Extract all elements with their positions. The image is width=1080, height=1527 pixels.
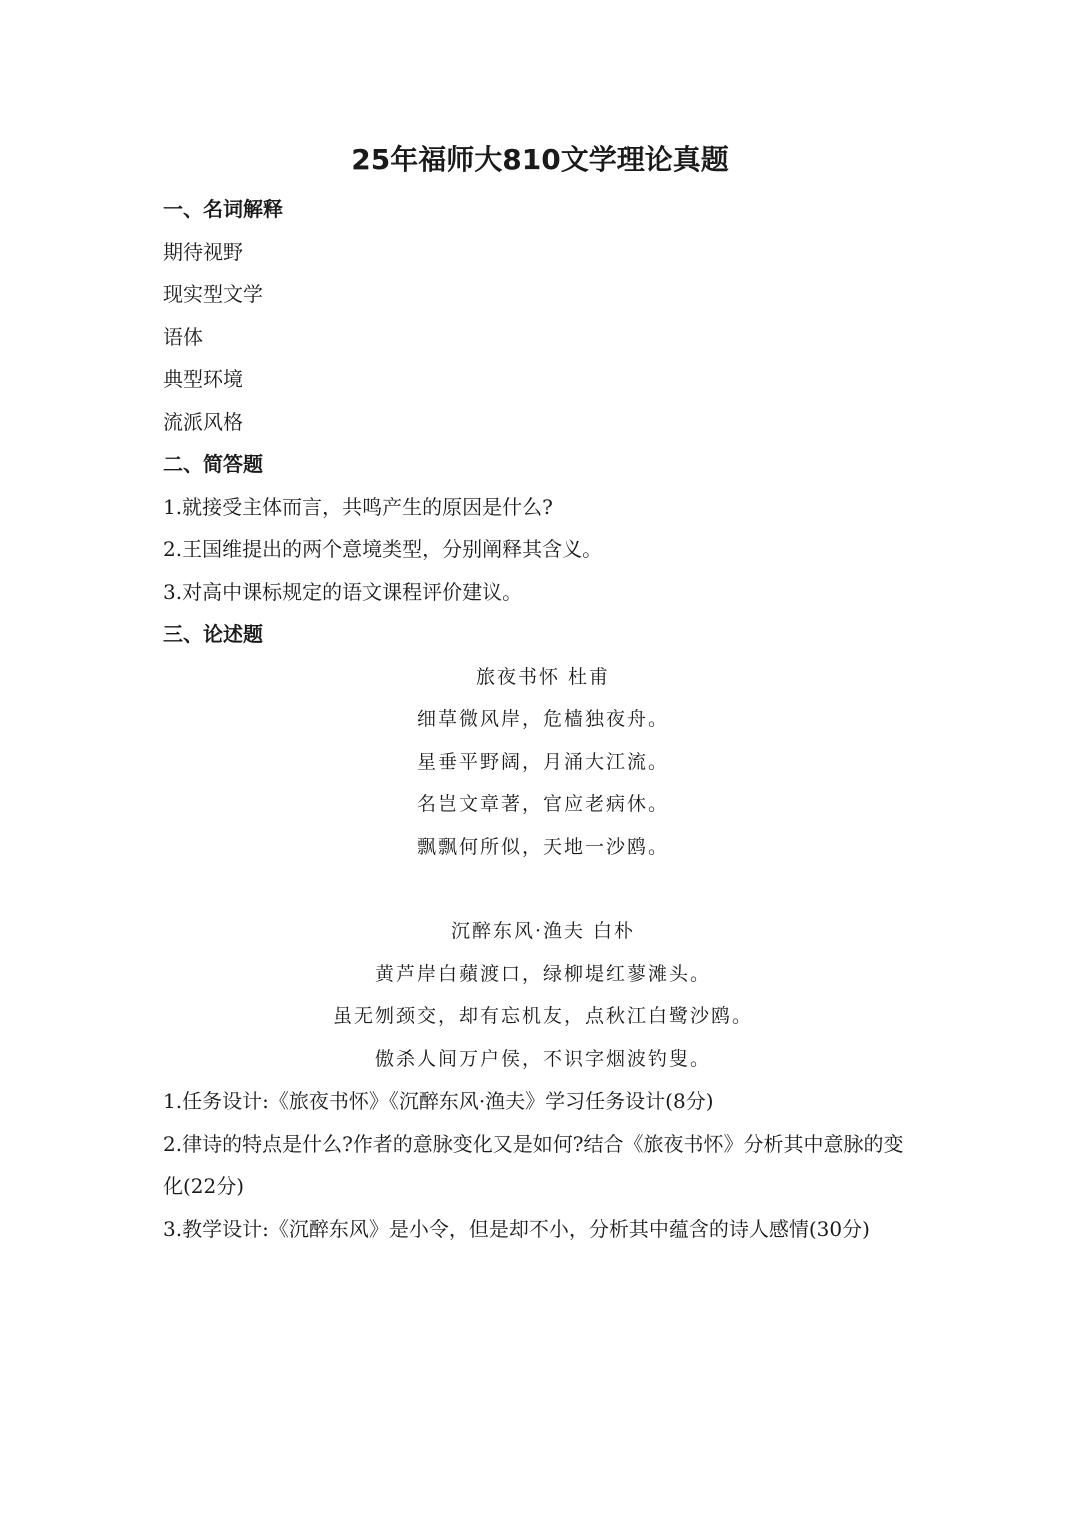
term-item: 期待视野	[163, 239, 243, 264]
poem-lvye-shuhuai	[163, 656, 923, 869]
term-item: 现实型文学	[163, 282, 263, 306]
poem-line: 细草微风岸，危樯独夜舟。	[416, 708, 669, 730]
term-item: 语体	[163, 324, 203, 349]
document-body	[163, 188, 923, 1250]
essay-question: 3.教学设计:《沉醉东风》是小令，但是却不小，分析其中蕴含的诗人感情(30分)	[163, 1216, 870, 1241]
short-answer-question: 1.就接受主体而言，共鸣产生的原因是什么?	[163, 494, 553, 519]
section-heading-essay: 三、论述题	[163, 622, 263, 646]
poem-line: 傲杀人间万户侯，不识字烟波钓叟。	[374, 1047, 711, 1070]
poem-line: 星垂平野阔，月涌大江流。	[416, 750, 669, 773]
document-title: 25年福师大810文学理论真题	[351, 143, 729, 176]
essay-question: 2.律诗的特点是什么?作者的意脉变化又是如何?结合《旅夜书怀》分析其中意脉的变化(22分)	[163, 1131, 904, 1198]
short-answer-question: 2.王国维提出的两个意境类型，分别阐释其含义。	[163, 537, 603, 561]
poem-title: 沉醉东风·渔夫 白朴	[450, 920, 636, 942]
poem-line: 虽无刎颈交，却有忘机友，点秋江白鹭沙鸥。	[332, 1005, 753, 1027]
term-item: 典型环境	[163, 367, 243, 391]
poem-line: 名岂文章著，官应老病休。	[416, 793, 669, 815]
poem-title: 旅夜书怀 杜甫	[475, 665, 611, 688]
short-answer-question: 3.对高中课标规定的语文课程评价建议。	[163, 579, 523, 604]
section-heading-terms: 一、名词解释	[163, 197, 283, 221]
section-heading-short-answer: 二、简答题	[163, 452, 263, 476]
poem-line: 飘飘何所似，天地一沙鸥。	[416, 835, 669, 858]
essay-question: 1.任务设计:《旅夜书怀》《沉醉东风·渔夫》学习任务设计(8分)	[163, 1089, 714, 1113]
poem-line: 黄芦岸白蘋渡口，绿柳堤红蓼滩头。	[374, 962, 711, 985]
poem-spacer	[163, 868, 923, 910]
poem-chenzui-dongfeng	[163, 910, 923, 1080]
term-item: 流派风格	[163, 409, 243, 434]
